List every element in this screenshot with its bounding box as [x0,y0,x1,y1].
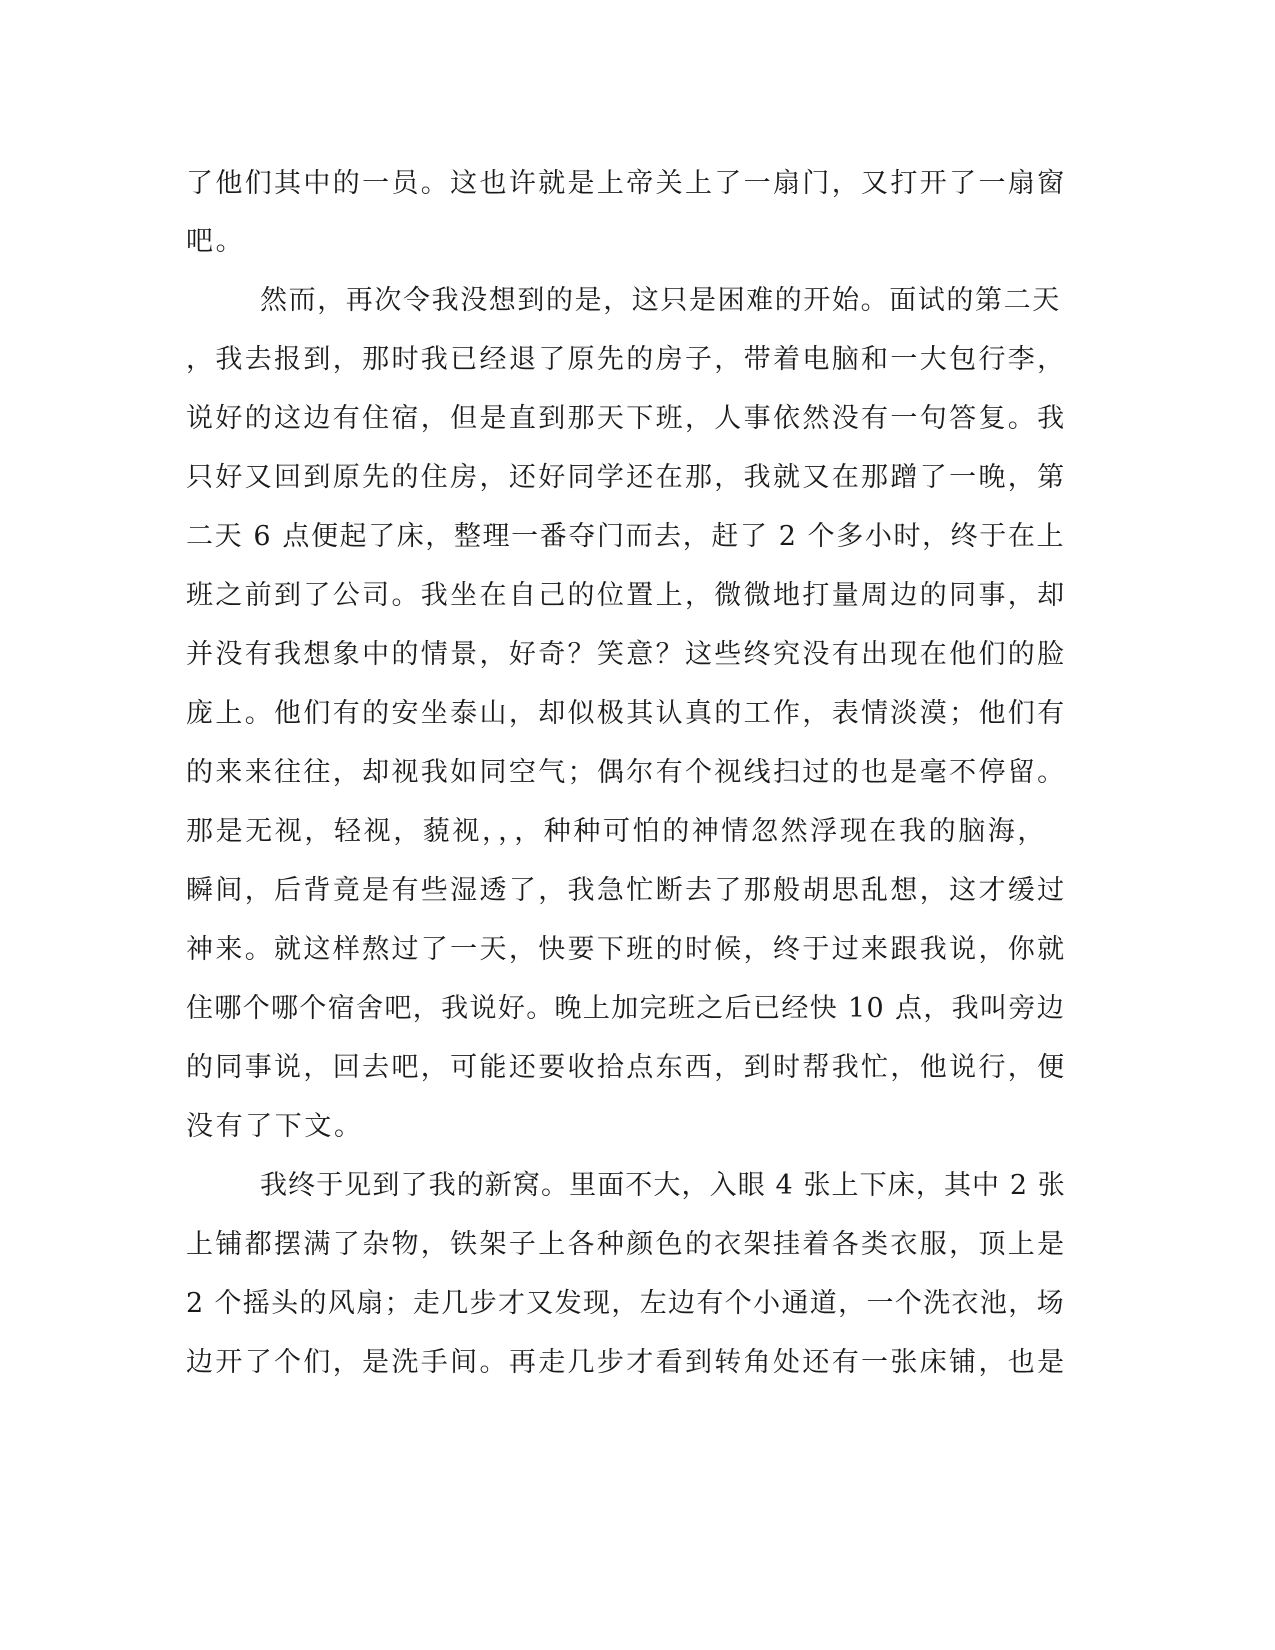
text-line: 2 个摇头的风扇；走几步才又发现，左边有个小通道，一个洗衣池，场 [186,1288,1065,1319]
text-line: 了他们其中的一员。这也许就是上帝关上了一扇门，又打开了一扇窗 [186,168,1067,199]
paragraph-start-line: 然而，再次令我没想到的是，这只是困难的开始。面试的第二天 [260,285,1061,316]
text-line: 神来。就这样熬过了一天，快要下班的时候，终于过来跟我说，你就 [186,934,1067,965]
text-line: 上铺都摆满了杂物，铁架子上各种颜色的衣架挂着各类衣服，顶上是 [186,1229,1067,1260]
text-line: 瞬间，后背竟是有些湿透了，我急忙断去了那般胡思乱想，这才缓过 [186,875,1067,906]
text-line: 说好的这边有住宿，但是直到那天下班，人事依然没有一句答复。我 [186,403,1067,434]
text-line: 的来来往往，却视我如同空气；偶尔有个视线扫过的也是毫不停留。 [186,757,1067,788]
text-line: 那是无视，轻视，藐视，，，种种可怕的神情忽然浮现在我的脑海， [186,816,1047,847]
text-line: 边开了个们，是洗手间。再走几步才看到转角处还有一张床铺，也是 [186,1347,1067,1378]
paragraph-start-line: 我终于见到了我的新窝。里面不大，入眼 4 张上下床，其中 2 张 [260,1170,1066,1201]
text-line: 庞上。他们有的安坐泰山，却似极其认真的工作，表情淡漠；他们有 [186,698,1067,729]
text-line: 二天 6 点便起了床，整理一番夺门而去，赶了 2 个多小时，终于在上 [186,521,1066,552]
text-line: 只好又回到原先的住房，还好同学还在那，我就又在那蹭了一晚，第 [186,462,1067,493]
text-line: 没有了下文。 [186,1111,364,1142]
text-line: ，我去报到，那时我已经退了原先的房子，带着电脑和一大包行李， [186,344,1067,375]
text-line: 并没有我想象中的情景，好奇？笑意？这些终究没有出现在他们的脸 [186,639,1067,670]
text-line: 住哪个哪个宿舍吧，我说好。晚上加完班之后已经快 10 点，我叫旁边 [186,993,1066,1024]
text-line: 的同事说，回去吧，可能还要收拾点东西，到时帮我忙，他说行，便 [186,1052,1067,1083]
text-line: 班之前到了公司。我坐在自己的位置上，微微地打量周边的同事，却 [186,580,1067,611]
text-line: 吧。 [186,226,246,257]
